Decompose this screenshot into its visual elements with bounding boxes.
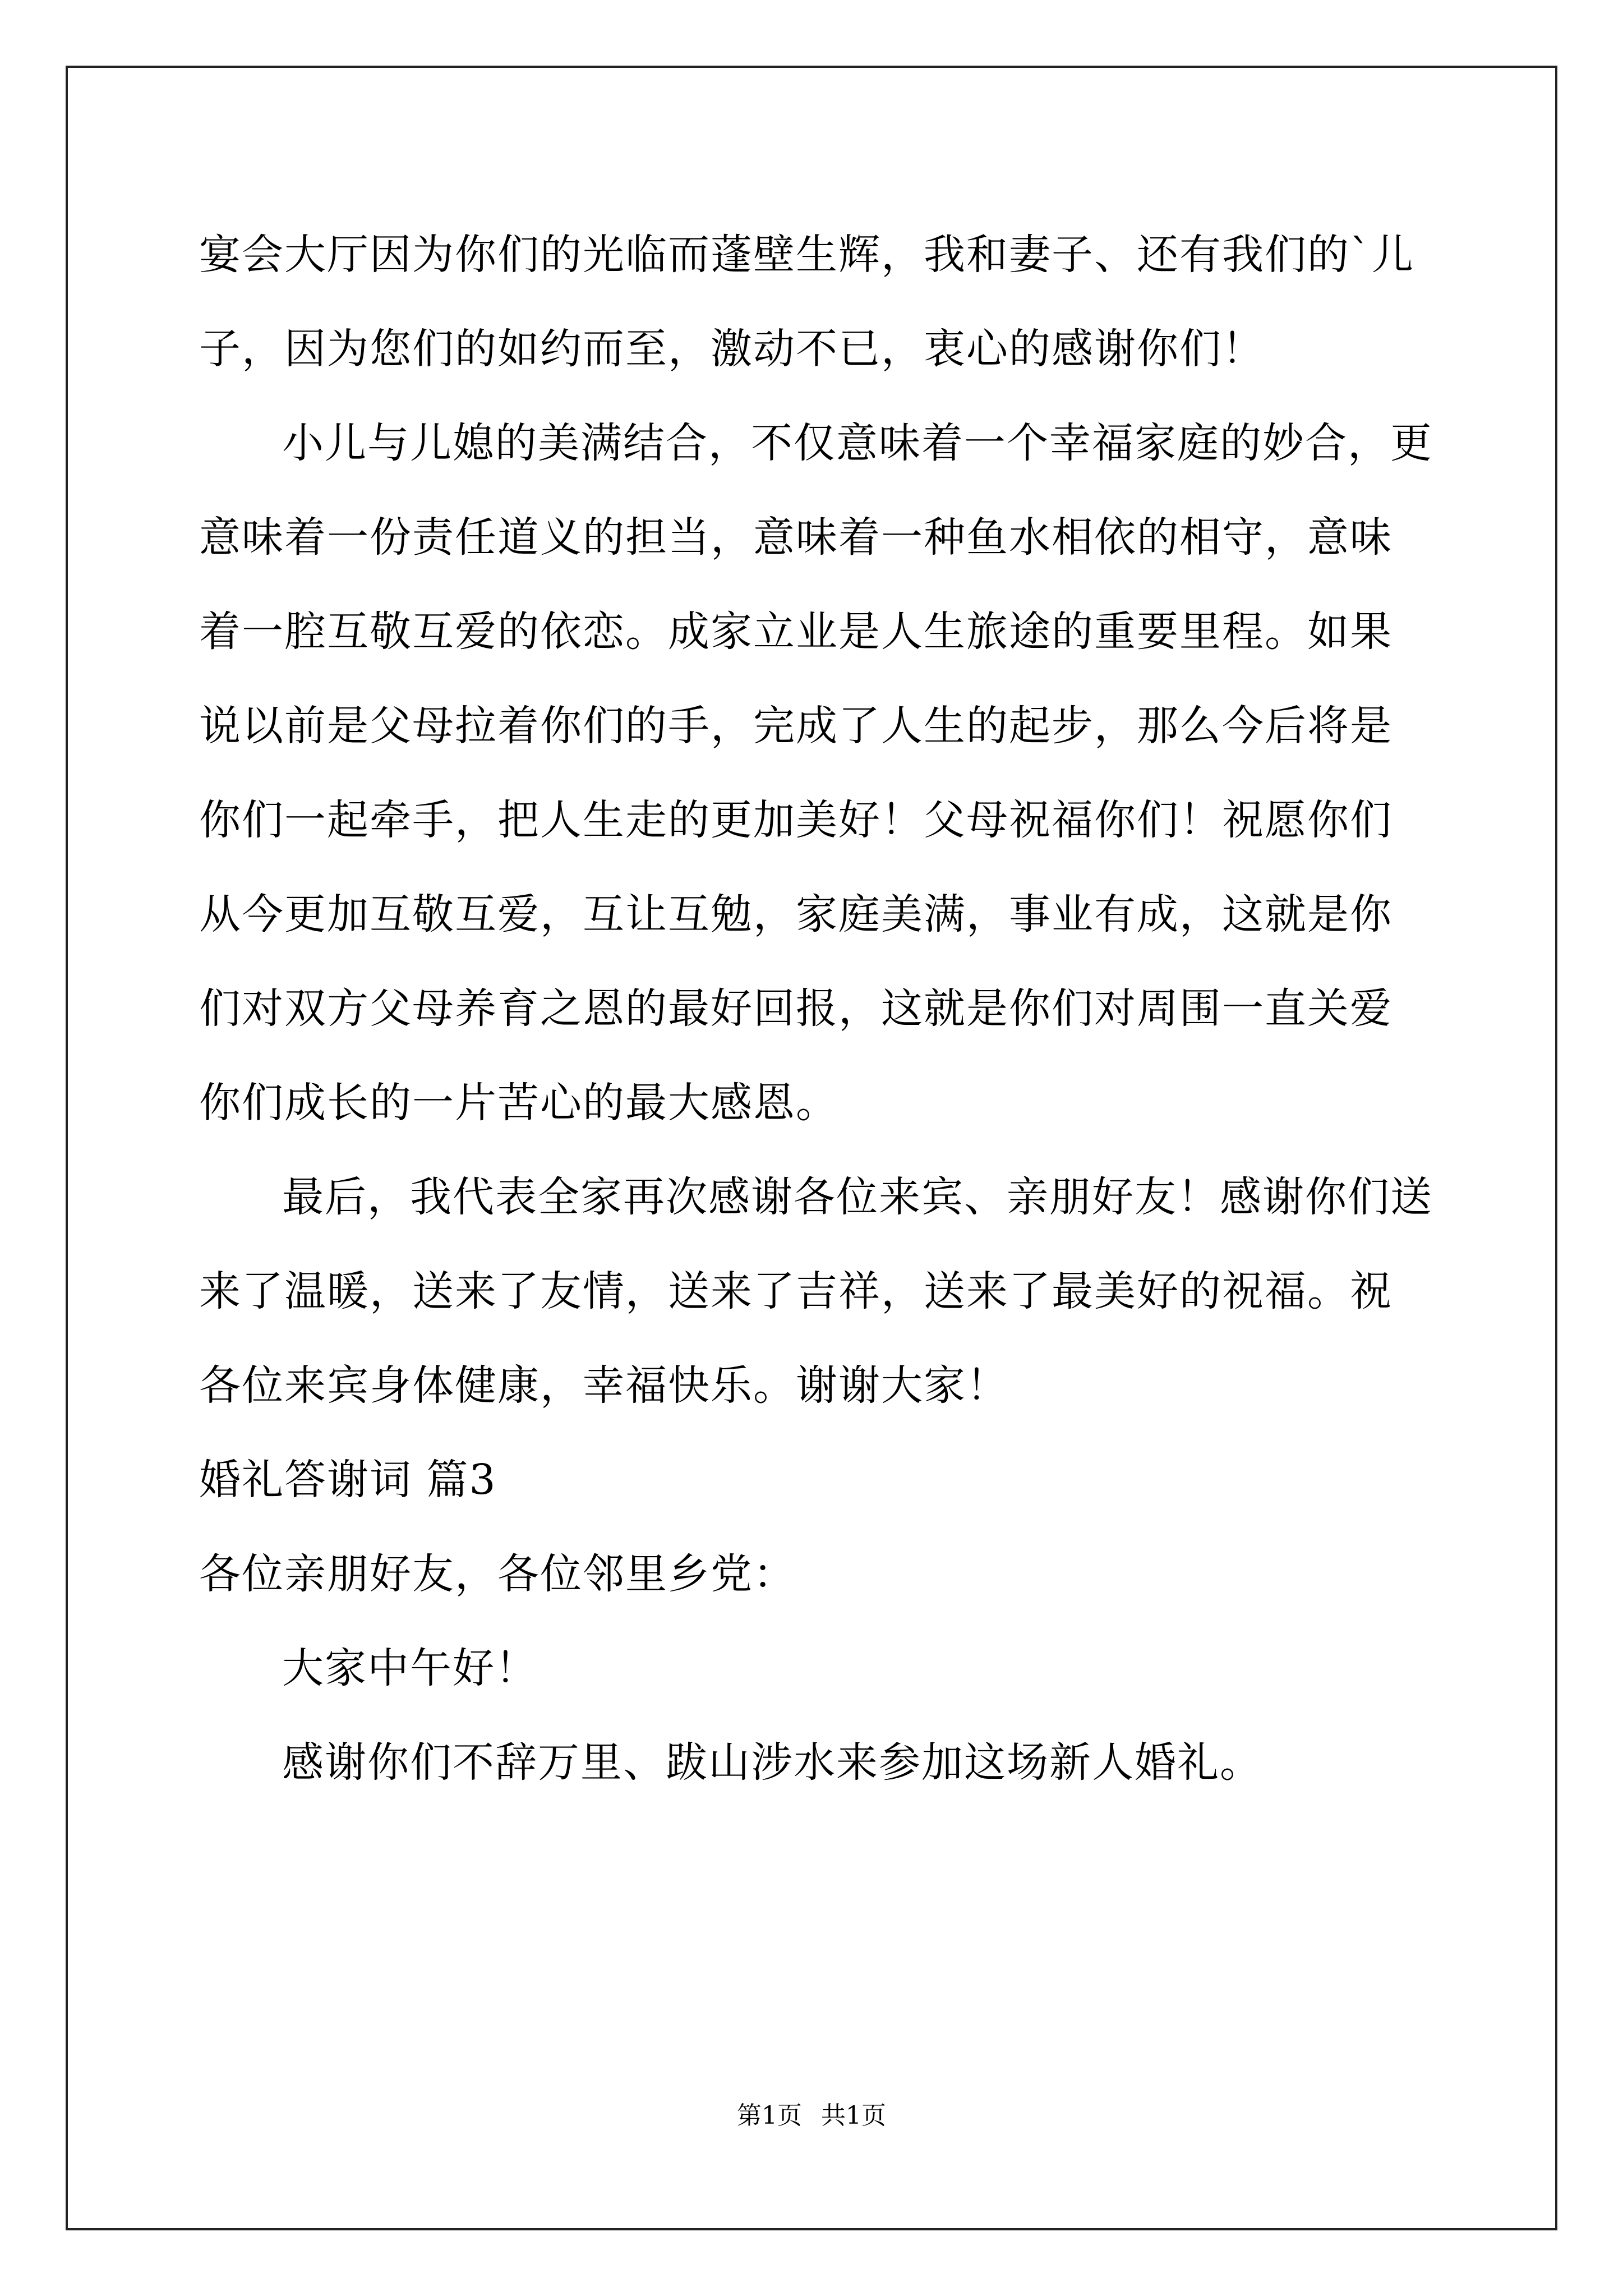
document-body [199,208,1433,1810]
page-footer [0,2095,1623,2131]
paragraph-thanks-hall: 宴会大厅因为你们的光临而蓬壁生辉，我和妻子、还有我们的`儿子，因为您们的如约而至，激动不已，衷心的感谢你们！ [199,231,1414,373]
section-heading: 婚礼答谢词 篇3 [199,1456,497,1504]
page-total: 共1页 [821,2101,886,2130]
greeting-line: 各位亲朋好友，各位邻里乡党： [199,1550,796,1598]
paragraph-final-thanks: 最后，我代表全家再次感谢各位来宾、亲朋好友！感谢你们送来了温暖，送来了友情，送来了吉祥，送来了最美好的祝福。祝各位来宾身体健康，幸福快乐。谢谢大家！ [199,1173,1433,1410]
closing-line: 感谢你们不辞万里、跋山涉水来参加这场新人婚礼。 [282,1738,1262,1787]
paragraph-marriage-meaning: 小儿与儿媳的美满结合，不仅意味着一个幸福家庭的妙合，更意味着一份责任道义的担当，意味着一种鱼水相依的相守，意味着一腔互敬互爱的依恋。成家立业是人生旅途的重要里程。如果说以前是父母拉着你们的手，完成了人生的起步，那么今后将是你们一起牵手，把人生走的更加美好！父母祝福你们！祝愿你们从今更加互敬互爱，互让互勉，家庭美满，事业有成，这就是你们对双方父母养育之恩的最好回报，这就是你们对周围一直关爱你们成长的一片苦心的最大感恩。 [199,419,1433,1127]
salutation-line: 大家中午好！ [282,1644,538,1692]
page-number: 第1页 [737,2101,802,2130]
